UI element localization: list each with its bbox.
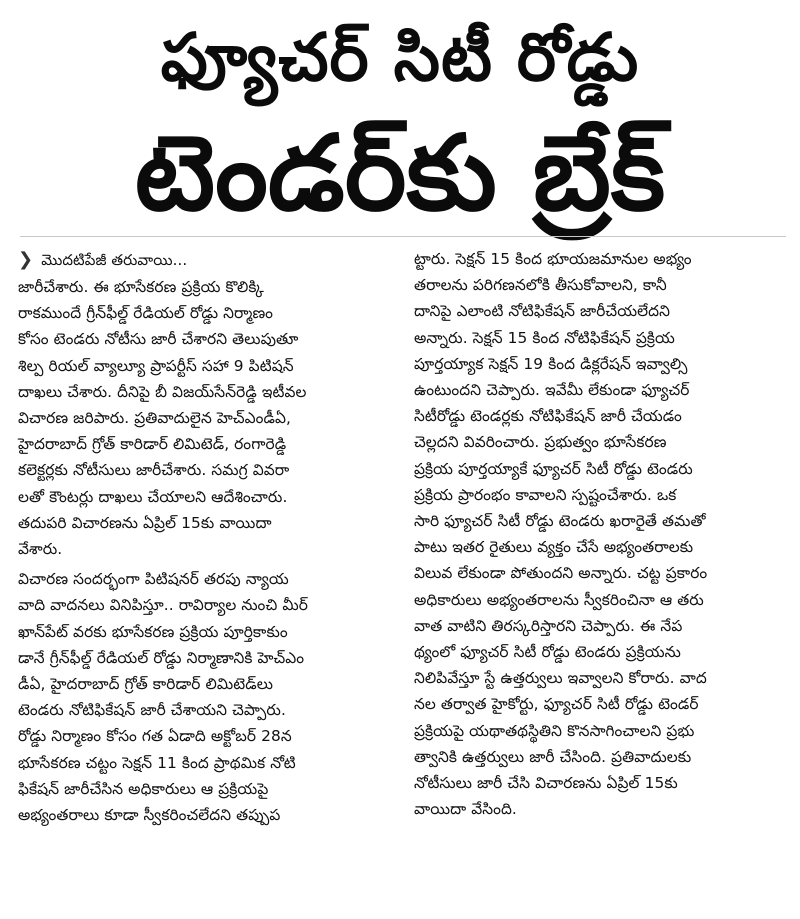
text-line: కలెక్టర్లకు నోటీసులు జారీచేశారు. సమగ్ర వివరా: [18, 461, 290, 480]
text-line: అభ్యంతరాలు కూడా స్వీకరించలేదని తప్పుప: [18, 806, 281, 825]
text-line: పాటు ఇతర రైతులు వ్యక్తం చేసే అభ్యంతరాలకు: [414, 538, 694, 557]
text-line: అన్నారు. సెక్షన్ 15 కింద నోటిఫికేషన్ ప్రక్రియ: [414, 328, 675, 347]
text-line: డానే గ్రీన్‌ఫీల్డ్ రేడియల్ రోడ్డు నిర్మాణానికి హెచ్‌ఎం: [18, 648, 305, 667]
text-line: విచారణ సందర్భంగా పిటిషనర్ తరపు న్యాయ: [18, 570, 289, 589]
text-line: నిలిపివేస్తూ స్టే ఉత్తర్వులు ఇవ్వాలని కోరారు. వాద: [414, 669, 707, 688]
text-line: అధికారులు అభ్యంతరాలను స్వీకరించినా ఆ తరు: [414, 590, 704, 609]
text-line: థ్యంలో ఫ్యూచర్ సిటీ రోడ్డు టెండరు ప్రక్రియను: [414, 643, 681, 662]
text-line: లతో కౌంటర్లు దాఖలు చేయాలని ఆదేశించారు.: [18, 487, 288, 506]
text-line: వేశారు.: [18, 540, 63, 559]
text-line: త్వానికి ఉత్తర్వులు జారీ చేసింది. ప్రతివాదులకు: [414, 747, 692, 766]
text-line: భూసేకరణ చట్టం సెక్షన్ 11 కింద ప్రాథమిక నోటి: [18, 753, 296, 772]
text-line: ఖాన్‌పేట్ వరకు భూసేకరణ ప్రక్రియ పూర్తికాకుం: [18, 622, 288, 641]
text-line: ట్టారు. సెక్షన్ 15 కింద భూయజమానుల అభ్యం: [414, 250, 692, 268]
text-line: వాత వాటిని తిరస్కరిస్తారని చెప్పారు. ఈ నేప: [414, 616, 683, 635]
text-line: డీఏ, హైదరాబాద్ గ్రోత్ కారిడార్ లిమిటెడ్‌లు: [18, 675, 274, 694]
text-line: చెల్లదని వివరించారు. ప్రభుత్వం భూసేకరణ: [414, 433, 667, 452]
text-line: విలువ లేకుండా పోతుందని అన్నారు. చట్ట ప్రకారం: [414, 564, 708, 583]
chevron-right-icon: ❯: [18, 248, 34, 270]
left-column-text: [18, 274, 390, 828]
text-line: ఉంటుందని చెప్పారు. ఇవేమీ లేకుండా ఫ్యూచర్: [414, 381, 690, 400]
text-line: ఫికేషన్ జారీచేసిన అధికారులు ఆ ప్రక్రియపై: [18, 779, 269, 798]
text-line: ప్రక్రియ ప్రారంభం కావాలని స్పష్టంచేశారు. ఒక: [414, 485, 677, 504]
text-line: ప్రక్రియపై యథాతథస్థితిని కొనసాగించాలని ప్రభు: [414, 721, 695, 740]
text-line: రాకముందే గ్రీన్‌ఫీల్డ్ రేడియల్ రోడ్డు నిర్మాణం: [18, 304, 274, 323]
text-line: విచారణ జరిపారు. ప్రతివాదులైన హెచ్‌ఎండీఏ,: [18, 409, 292, 428]
text-line: టెండరు నోటిఫికేషన్ జారీ చేశాయని చెప్పారు.: [18, 701, 286, 720]
text-line: దానిపై ఎలాంటి నోటిఫికేషన్ జారీచేయలేదని: [414, 302, 671, 321]
right-column-text: [414, 246, 782, 822]
article-column-left: [18, 246, 390, 828]
text-line: హైదరాబాద్ గ్రోత్ కారిడార్ లిమిటెడ్, రంగారెడ్డి: [18, 435, 287, 454]
text-line: నల తర్వాత హైకోర్టు, ఫ్యూచర్ సిటీ రోడ్డు టెండర్: [414, 695, 699, 714]
text-line: సారి ఫ్యూచర్ సిటీ రోడ్డు టెండరు ఖరారైతే తమతో: [414, 512, 706, 531]
text-line: ప్రక్రియ పూర్తయ్యాకే ఫ్యూచర్ సిటీ రోడ్డు టెండరు: [414, 459, 693, 478]
divider: [20, 236, 786, 237]
text-line: తదుపరి విచారణను ఏప్రిల్ 15కు వాయిదా: [18, 513, 272, 532]
text-line: శిల్ప రియల్ వ్యాల్యూ ప్రాపర్టీస్ సహా 9 పిటిషన్: [18, 356, 294, 375]
text-line: నోటీసులు జారీ చేసి విచారణను ఏప్రిల్ 15కు: [414, 774, 678, 793]
continuation-text: మొదటిపేజీ తరువాయి...: [41, 250, 188, 269]
text-line: పూర్తయ్యాక సెక్షన్ 19 కింద డిక్లరేషన్ ఇవ్వాల్సి: [414, 354, 688, 373]
text-line: సిటీరోడ్డు టెండర్లకు నోటిఫికేషన్ జారీ చేయడం: [414, 407, 682, 426]
text-line: వాది వాదనలు వినిపిస్తూ.. రావిర్యాల నుంచి మీర్: [18, 596, 308, 615]
text-line: తరాలను పరిగణనలోకి తీసుకోవాలని, కానీ: [414, 276, 667, 295]
headline-line-2: టెండర్‌కు బ్రేక్: [134, 112, 666, 234]
text-line: కోసం టెండరు నోటీసు జారీ చేశారని తెలుపుతూ: [18, 330, 299, 349]
headline-line-1: ఫ్యూచర్ సిటీ రోడ్డు: [160, 19, 640, 96]
text-line: జారీచేశారు. ఈ భూసేకరణ ప్రక్రియ కొలిక్కి: [18, 278, 264, 296]
text-line: దాఖలు చేశారు. దీనిపై బీ విజయ్‌సేన్‌రెడ్డి ఇటీవల: [18, 382, 307, 401]
text-line: వాయిదా వేసింది.: [414, 800, 517, 819]
text-line: రోడ్డు నిర్మాణం కోసం గత ఏడాది అక్టోబర్ 28న: [18, 727, 292, 746]
continuation-label: [18, 246, 390, 274]
article-column-right: [414, 246, 782, 822]
